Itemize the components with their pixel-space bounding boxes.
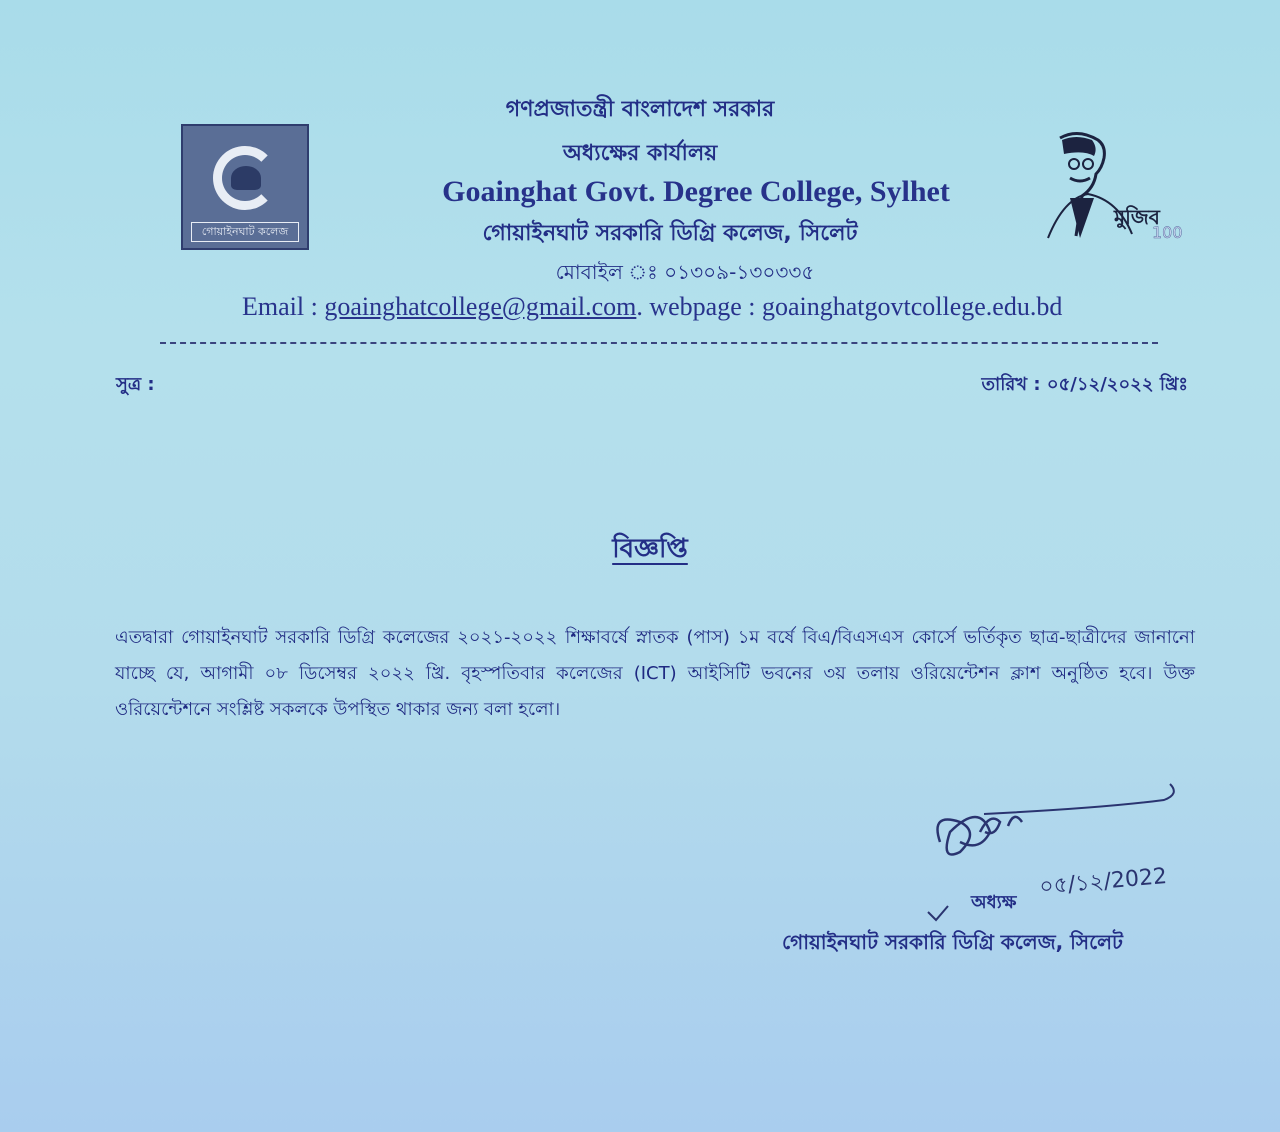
notice-body: এতদ্বারা গোয়াইনঘাট সরকারি ডিগ্রি কলেজের ২০২১-২০২২ শিক্ষাবর্ষে স্নাতক (পাস) ১ম বর্ষে বিএ/বিএসএস কোর্সে ভর্তিকৃত ছাত্র-ছাত্রীদের জানানো যাচ্ছে যে, আগামী ০৮ ডিসেম্বর ২০২২ খ্রি. বৃহস্পতিবার কলেজের (ICT) আইসিটি ভবনের ৩য় তলায় ওরিয়েন্টেশন ক্লাশ অনুষ্ঠিত হবে। উক্ত ওরিয়েন্টেশনে সংশ্লিষ্ট সকলকে উপস্থিত থাকার জন্য বলা হলো। (115, 627, 1195, 720)
date-line: তারিখ : ০৫/১২/২০২২ খ্রিঃ (981, 374, 1188, 395)
notice-title (0, 528, 1280, 572)
signature-date: ০৫/১২/2022 (1038, 863, 1169, 900)
government-line: গণপ্রজাতন্ত্রী বাংলাদেশ সরকার (505, 97, 775, 122)
office-line: অধ্যক্ষের কার্যালয় (562, 141, 718, 166)
emblem-text: মুজিব (1114, 205, 1160, 229)
notice-title-text: বিজ্ঞপ্তি (612, 534, 688, 564)
principal-college: গোয়াইনঘাট সরকারি ডিগ্রি কলেজ, সিলেট (782, 930, 1123, 954)
principal-title: অধ্যক্ষ (971, 892, 1017, 913)
email-label: Email : (242, 292, 325, 321)
webpage-text: . webpage : goainghatgovtcollege.edu.bd (636, 292, 1063, 321)
logo-caption: গোয়াইনঘাট কলেজ (191, 222, 299, 242)
reference-label: সুত্র : (116, 374, 155, 395)
header-divider (160, 342, 1158, 344)
email-link[interactable]: goainghatcollege@gmail.com (324, 292, 637, 321)
college-name-bn: গোয়াইনঘাট সরকারি ডিগ্রি কলেজ, সিলেট (482, 221, 858, 246)
handwritten-signature (920, 782, 1250, 932)
college-name-en: Goainghat Govt. Degree College, Sylhet (442, 175, 950, 208)
contact-line (242, 292, 1062, 322)
mobile-number: মোবাইল ঃ ০১৩০৯-১৩০৩৩৫ (555, 260, 815, 284)
emblem-number: 100 (1152, 223, 1183, 242)
